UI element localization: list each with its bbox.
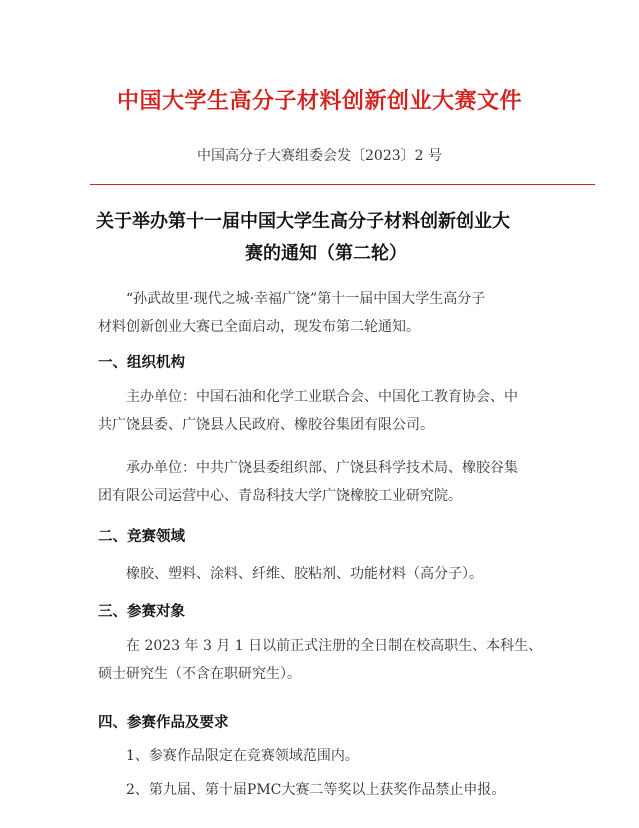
- requirements-item-2-text: 2、第九届、第十届PMC大赛二等奖以上获奖作品禁止申报。: [126, 782, 506, 798]
- organizer-units-paragraph: [98, 454, 558, 510]
- intro-line-2: 材料创新创业大赛已全面启动，现发布第二轮通知。: [98, 319, 420, 335]
- section-heading-organization: 一、组织机构: [98, 354, 185, 371]
- section-heading-requirements: 四、参赛作品及要求: [98, 714, 229, 731]
- requirements-item-1: [98, 742, 558, 770]
- organizer-units-line-2: 团有限公司运营中心、青岛科技大学广饶橡胶工业研究院。: [98, 488, 462, 504]
- host-units-line-1: 主办单位：中国石油和化学工业联合会、中国化工教育协会、中: [126, 389, 518, 405]
- notice-title-line-1: 关于举办第十一届中国大学生高分子材料创新创业大: [96, 211, 510, 232]
- intro-paragraph: [98, 285, 558, 341]
- organizer-units-line-1: 承办单位：中共广饶县委组织部、广饶县科学技术局、橡胶谷集: [126, 460, 518, 476]
- notice-title-line-2: 赛的通知（第二轮）: [245, 243, 407, 264]
- host-units-paragraph: [98, 383, 558, 439]
- requirements-item-1-text: 1、参赛作品限定在竞赛领域范围内。: [126, 748, 359, 764]
- document-header-title: 中国大学生高分子材料创新创业大赛文件: [116, 88, 522, 114]
- requirements-item-2: [98, 776, 558, 804]
- document-number: 中国高分子大赛组委会发〔2023〕2 号: [197, 148, 442, 164]
- participants-line-1: 在 2023 年 3 月 1 日以前正式注册的全日制在校高职生、本科生、: [126, 638, 543, 654]
- section-heading-participants: 三、参赛对象: [98, 603, 185, 620]
- section-heading-fields: 二、竞赛领域: [98, 528, 185, 545]
- participants-line-2: 硕士研究生（不含在职研究生）。: [98, 666, 301, 682]
- fields-paragraph: [98, 560, 558, 588]
- host-units-line-2: 共广饶县委、广饶县人民政府、橡胶谷集团有限公司。: [98, 417, 434, 433]
- intro-line-1: “孙武故里·现代之城·幸福广饶”第十一届中国大学生高分子: [126, 291, 486, 307]
- fields-text: 橡胶、塑料、涂料、纤维、胶粘剂、功能材料（高分子）。: [126, 566, 483, 582]
- participants-paragraph: [98, 632, 558, 688]
- red-divider: [90, 184, 595, 185]
- notice-title: [96, 206, 556, 270]
